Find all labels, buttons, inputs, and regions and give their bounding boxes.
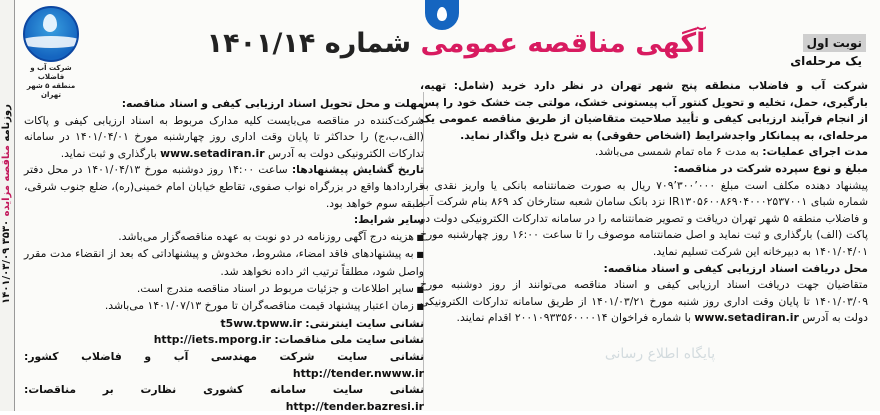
side-date: ۱۴۰۱/۰۳/۰۹ (1, 247, 12, 304)
page-title (206, 26, 706, 62)
water-drop-logo-icon (23, 6, 79, 62)
title-number: شماره ۱۴۰۱/۱۴ (206, 28, 412, 59)
other-conditions-heading: سایر شرایط: (353, 213, 424, 227)
condition-item: ■ به پیشنهادهای فاقد امضاء، مشروط، مخدوش و پیشنهاداتی که بعد از انقضاء مدت مقرر واصل شود، مطلقاً ترتیب اثر داده نخواهد شد. (24, 246, 424, 280)
company-logo (16, 6, 86, 99)
guarantee-text: پیشنهاد دهنده مکلف است مبلغ ۷۰۹٬۳۰۰٬۰۰۰ ریال به صورت ضمانتنامه بانکی یا واریز نقدی به شماره شبای IR۱۳۰۵۶۰۰۸۶۹۰۴۰۰۰۲۵۳۷۰۰۱ نزد بانک سامان شعبه ستارخان کد ۸۶۹ بنام شرکت آب و فاضلاب منطقه ۵ شهر تهران دریافت و تصویر ضمانتنامه را در سامانه تدارکات الکترونیکی دولت در پاکت (الف) بارگذاری و ثبت نماید و اصل ضمانتنامه موصوف را تا ساعت ۱۶:۰۰ روز چهارشنبه مورخ ۱۴۰۱/۰۴/۰۱ به دبیرخانه این شرکت تسلیم نماید. (420, 178, 868, 258)
site-label: نشانی سایت شرکت مهندسی آب و فاضلاب کشور: (24, 349, 424, 363)
docs-url-link[interactable]: www.setadiran.ir (694, 311, 799, 325)
left-column (24, 96, 425, 413)
duration-line (420, 144, 868, 161)
site-label: نشانی سایت اینترنتی: (305, 316, 424, 330)
side-margin (0, 0, 15, 411)
side-margin-text (0, 13, 14, 395)
opening-paragraph (24, 162, 424, 212)
round-info (756, 34, 866, 78)
site-url-link[interactable]: t5ww.tpww.ir (220, 316, 302, 330)
docs-text-a: متقاضیان جهت دریافت اسناد ارزیابی کیفی و اسناد مناقصه می‌توانند از روز دوشنبه مورخ ۱۴۰۱/۰۳/۰۹ تا پایان وقت اداری روز شنبه مورخ ۱۴۰۱/۰۳/۲۱ از طریق سامانه تدارکات الکترونیکی دولت به آدرس (420, 278, 868, 325)
opening-heading: تاریخ گشایش پیشنهادها: (291, 163, 425, 177)
submit-heading: مهلت و محل تحویل اسناد ارزیابی کیفی و اسناد مناقصه: (121, 97, 424, 110)
title-main: آگهی مناقصه عمومی (420, 28, 706, 59)
submit-text-a: شرکت‌کننده در مناقصه می‌بایست کلیه مدارک مربوط به اسناد ارزیابی کیفی و پاکات (الف،ب،ج) را حداکثر تا پایان وقت اداری روز چهارشنبه مورخ ۱۴۰۱/۰۴/۰۱ در سامانه تدارکات الکترونیکی دولت به آدرس (24, 113, 424, 160)
condition-item: ■ هزینه درج آگهی روزنامه در دو نوبت به عهده مناقصه‌گزار می‌باشد. (24, 229, 424, 247)
opening-text: ساعت ۱۴:۰۰ روز دوشنبه مورخ ۱۴۰۱/۰۴/۱۳ در محل دفتر قراردادها واقع در بزرگراه نواب صفوی، تقاطع خیابان امام خمینی(ره)، ضلع جنوب شرقی، طبقه سوم خواهد بود. (24, 163, 424, 210)
guarantee-heading: مبلغ و نوع سپرده شرکت در مناقصه: (673, 161, 868, 175)
duration-text: به مدت ۶ ماه تمام شمسی می‌باشد. (594, 145, 759, 159)
logo-line-1: شرکت آب و فاضلاب (30, 64, 72, 81)
site-url-link[interactable]: http://tender.bazresi.ir (285, 399, 424, 413)
side-paper-name: مناقصه مزایده (1, 145, 12, 217)
site-url-link[interactable]: http://iets.mporg.ir (153, 333, 271, 347)
submit-text-b: بارگذاری و ثبت نماید. (60, 146, 157, 160)
docs-text-b: با شماره فراخوان ۲۰۰۱۰۹۳۳۵۶۰۰۰۰۱۴ اقدام نمایند. (456, 311, 691, 325)
site-line (24, 382, 424, 415)
logo-caption (16, 64, 86, 100)
watermark: پایگاه اطلاع رسانی (604, 346, 716, 362)
site-line (24, 332, 424, 349)
site-label: نشانی سایت سامانه کشوری نظارت بر مناقصات: (24, 383, 424, 397)
stage-label: یک مرحله‌ای (790, 54, 862, 68)
condition-item: ■ زمان اعتبار پیشنهاد قیمت مناقصه‌گران تا مورخ ۱۴۰۱/۰۷/۱۳ می‌باشد. (24, 298, 424, 316)
docs-heading: محل دریافت اسناد ارزیابی کیفی و اسناد مناقصه: (603, 261, 868, 275)
site-line (24, 316, 424, 333)
round-label: نوبت اول (803, 34, 866, 52)
condition-item: ■ سایر اطلاعات و جزئیات مربوط در اسناد مناقصه مندرج است. (24, 281, 424, 299)
duration-label: مدت اجرای عملیات: (762, 145, 868, 159)
submit-paragraph (24, 113, 424, 163)
docs-paragraph (420, 277, 868, 327)
side-issue: ۳۵۳۰ (1, 219, 12, 245)
logo-line-2: منطقه ۵ شهر تهران (26, 82, 76, 99)
intro-paragraph: شرکت آب و فاضلاب منطقه پنج شهر تهران در نظر دارد خرید (شامل: تهیه، بارگیری، حمل، تخلیه و تحویل کنتور آب پیستونی خشک، مولتی جت خشک خود را پس از انجام فرآیند ارزیابی کیفی و تأیید صلاحیت متقاضیان از طریق مناقصه عمومی یک مرحله‌ای، به پیمانکار واجدشرایط (اشخاص حقوقی) به شرح ذیل واگذار نماید. (420, 79, 868, 142)
site-line (24, 349, 424, 382)
site-url-link[interactable]: http://tender.nwww.ir (292, 366, 424, 380)
submit-url-link[interactable]: www.setadiran.ir (160, 146, 265, 160)
side-prefix: روزنامه (1, 104, 12, 142)
site-label: نشانی سایت ملی مناقصات: (274, 333, 424, 347)
